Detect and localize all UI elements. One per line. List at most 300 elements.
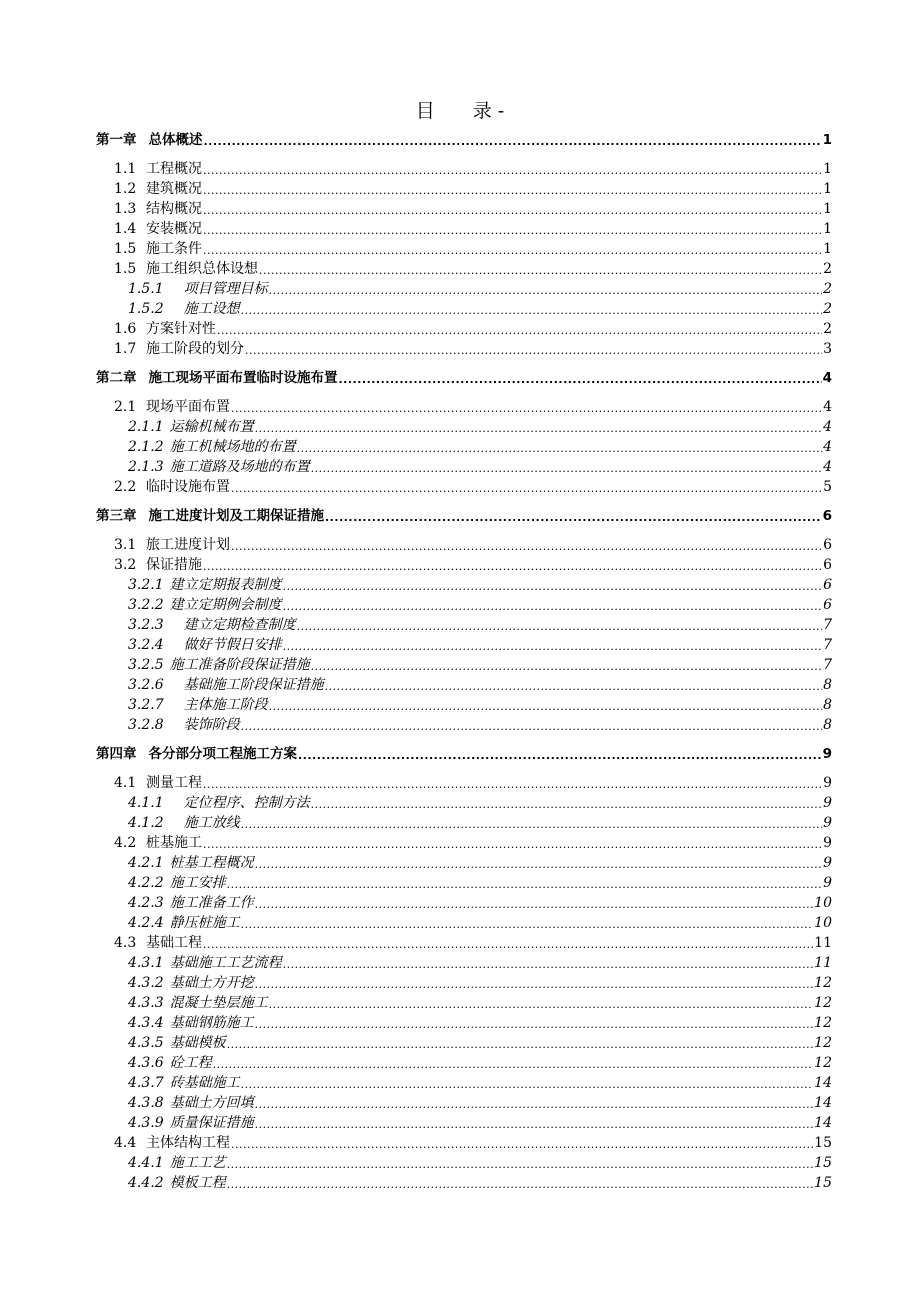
toc-entry[interactable]	[96, 953, 832, 973]
toc-entry-number: 1.7	[114, 341, 137, 357]
toc-entry[interactable]	[96, 179, 832, 199]
toc-page-number: 1	[822, 132, 832, 148]
toc-entry[interactable]	[96, 1093, 832, 1113]
toc-entry-label	[114, 339, 244, 359]
dot-leader	[203, 833, 822, 853]
toc-page-number: 5	[823, 479, 832, 495]
toc-entry-label	[128, 853, 254, 873]
dot-leader	[297, 615, 822, 635]
toc-entry-text: 定位程序、控制方法	[169, 795, 310, 811]
toc-page-number: 10	[814, 895, 832, 911]
toc-chapter-entry[interactable]	[96, 744, 832, 764]
dot-leader	[241, 913, 814, 933]
toc-page-number: 8	[823, 717, 832, 733]
toc-entry-label	[128, 595, 282, 615]
toc-page-number: 9	[823, 775, 832, 791]
toc-entry[interactable]	[96, 299, 832, 319]
toc-entry-text: 现场平面布置	[146, 399, 230, 415]
toc-entry-label	[114, 535, 230, 555]
toc-entry-text: 装饰阶段	[169, 717, 240, 733]
toc-entry-number: 3.2.6	[128, 677, 164, 693]
toc-entry[interactable]	[96, 339, 832, 359]
dot-leader	[203, 199, 822, 219]
toc-entry-number: 第四章	[96, 746, 137, 762]
toc-chapter-entry[interactable]	[96, 368, 832, 388]
toc-page-number: 7	[823, 617, 832, 633]
dot-leader	[203, 773, 822, 793]
toc-page-number: 9	[823, 815, 832, 831]
dot-leader	[241, 813, 822, 833]
toc-entry-text: 模板工程	[169, 1175, 226, 1191]
dot-leader	[245, 339, 822, 359]
toc-entry-number: 1.6	[114, 321, 137, 337]
toc-entry-label	[128, 873, 226, 893]
toc-entry-text: 施工现场平面布置临时设施布置	[148, 370, 338, 386]
toc-entry-number: 4.3.2	[128, 975, 164, 991]
toc-entry[interactable]	[96, 715, 832, 735]
toc-entry-number: 4.1.2	[128, 815, 164, 831]
toc-entry[interactable]	[96, 1073, 832, 1093]
toc-entry-text: 砼工程	[169, 1055, 212, 1071]
toc-entry[interactable]	[96, 595, 832, 615]
toc-page-number: 4	[823, 419, 832, 435]
toc-entry-text: 测量工程	[146, 775, 202, 791]
toc-entry-label	[114, 555, 202, 575]
toc-entry[interactable]	[96, 993, 832, 1013]
dot-leader	[283, 575, 822, 595]
dot-leader	[203, 239, 822, 259]
toc-entry-label	[114, 933, 202, 953]
toc-entry[interactable]	[96, 259, 832, 279]
toc-entry-text: 基础施工阶段保证措施	[169, 677, 324, 693]
toc-entry[interactable]	[96, 695, 832, 715]
toc-page-number: 8	[823, 697, 832, 713]
toc-entry-number: 第三章	[96, 508, 137, 524]
toc-entry[interactable]	[96, 793, 832, 813]
toc-page-number: 8	[823, 677, 832, 693]
toc-entry-text: 基础工程	[146, 935, 202, 951]
toc-entry[interactable]	[96, 239, 832, 259]
dot-leader	[204, 130, 822, 150]
toc-entry[interactable]	[96, 773, 832, 793]
toc-page-number: 9	[823, 855, 832, 871]
toc-entry-number: 4.3.3	[128, 995, 164, 1011]
toc-entry-number: 4.3.8	[128, 1095, 164, 1111]
dot-leader	[311, 655, 822, 675]
toc-entry[interactable]	[96, 477, 832, 497]
toc-entry-text: 建立定期例会制度	[169, 597, 282, 613]
toc-page-number: 1	[823, 161, 832, 177]
toc-entry-label	[128, 417, 254, 437]
toc-page-number: 1	[823, 181, 832, 197]
toc-entry[interactable]	[96, 813, 832, 833]
toc-page-number: 7	[823, 657, 832, 673]
toc-page-number: 1	[823, 221, 832, 237]
toc-page-number: 1	[823, 201, 832, 217]
toc-entry[interactable]	[96, 1133, 832, 1153]
toc-entry[interactable]	[96, 615, 832, 635]
dot-leader	[255, 893, 814, 913]
toc-entry-text: 施工道路及场地的布置	[169, 459, 310, 475]
toc-entry-text: 基础施工工艺流程	[169, 955, 282, 971]
dot-leader	[203, 159, 822, 179]
dot-leader	[231, 535, 822, 555]
toc-entry-text: 各分部分项工程施工方案	[148, 746, 297, 762]
toc-entry-label	[128, 437, 296, 457]
toc-entry-number: 1.5	[114, 261, 137, 277]
toc-entry-text: 做好节假日安排	[169, 637, 282, 653]
toc-entry-number: 第一章	[96, 132, 137, 148]
toc-entry[interactable]	[96, 437, 832, 457]
dot-leader	[231, 1133, 813, 1153]
toc-page-number: 6	[823, 577, 832, 593]
dot-leader	[203, 179, 822, 199]
dot-leader	[297, 437, 822, 457]
toc-entry-number: 4.4.2	[128, 1175, 164, 1191]
toc-entry-text: 静压桩施工	[169, 915, 240, 931]
toc-entry-text: 施工准备阶段保证措施	[169, 657, 310, 673]
dot-leader	[255, 973, 814, 993]
toc-entry-number: 3.2.7	[128, 697, 164, 713]
toc-page-number: 2	[823, 281, 832, 297]
dot-leader	[325, 506, 822, 526]
toc-entry-text: 总体概述	[148, 132, 203, 148]
toc-entry-label	[128, 1033, 226, 1053]
toc-entry[interactable]	[96, 1153, 832, 1173]
toc-entry-text: 施工工艺	[169, 1155, 226, 1171]
toc-page-number: 12	[814, 1035, 832, 1051]
toc-page-number: 6	[823, 557, 832, 573]
toc-entry[interactable]	[96, 457, 832, 477]
dot-leader	[311, 457, 822, 477]
dot-leader	[203, 555, 822, 575]
dot-leader	[213, 1053, 814, 1073]
toc-entry[interactable]	[96, 159, 832, 179]
toc-page-number: 12	[814, 995, 832, 1011]
toc-entry-label	[114, 833, 202, 853]
toc-entry-label	[114, 159, 202, 179]
toc-entry-text: 混凝土垫层施工	[169, 995, 268, 1011]
dot-leader	[241, 715, 822, 735]
toc-page-number: 15	[814, 1155, 832, 1171]
toc-entry-text: 建立定期报表制度	[169, 577, 282, 593]
toc-entry-text: 项目管理目标	[169, 281, 268, 297]
toc-entry-label	[128, 635, 282, 655]
toc-entry-text: 建立定期检查制度	[169, 617, 296, 633]
dot-leader	[259, 259, 822, 279]
toc-entry-number: 4.2.4	[128, 915, 164, 931]
toc-entry-label	[128, 695, 268, 715]
toc-entry[interactable]	[96, 893, 832, 913]
toc-page-number: 2	[823, 321, 832, 337]
toc-entry-number: 4.4	[114, 1135, 137, 1151]
toc-entry-label	[128, 813, 240, 833]
toc-page-number: 2	[823, 301, 832, 317]
toc-entry-text: 主体施工阶段	[169, 697, 268, 713]
toc-entry[interactable]	[96, 397, 832, 417]
toc-entry-number: 1.4	[114, 221, 137, 237]
spacer	[96, 359, 832, 368]
toc-entry-text: 施工安排	[169, 875, 226, 891]
toc-entry-label	[114, 1133, 230, 1153]
toc-entry-text: 施工放线	[169, 815, 240, 831]
toc-entry-text: 施工条件	[146, 241, 202, 257]
toc-entry-text: 施工准备工作	[169, 895, 254, 911]
table-of-contents	[96, 130, 832, 1193]
toc-entry-label	[114, 179, 202, 199]
dot-leader	[269, 695, 822, 715]
toc-entry[interactable]	[96, 933, 832, 953]
dot-leader	[203, 219, 822, 239]
dot-leader	[255, 1113, 814, 1133]
toc-page-number: 2	[823, 261, 832, 277]
toc-entry[interactable]	[96, 417, 832, 437]
spacer	[96, 497, 832, 506]
dot-leader	[231, 397, 822, 417]
toc-entry-label	[114, 219, 202, 239]
toc-page-number: 9	[822, 746, 832, 762]
toc-entry-number: 第二章	[96, 370, 137, 386]
toc-entry-number: 3.2.5	[128, 657, 164, 673]
toc-entry-text: 施工进度计划及工期保证措施	[148, 508, 324, 524]
toc-entry-text: 运输机械布置	[169, 419, 254, 435]
toc-page-number: 9	[823, 795, 832, 811]
toc-chapter-entry[interactable]	[96, 130, 832, 150]
toc-entry-text: 施工阶段的划分	[146, 341, 244, 357]
toc-page-number: 10	[814, 915, 832, 931]
toc-page-number: 4	[823, 399, 832, 415]
dot-leader	[241, 1073, 814, 1093]
toc-page-number: 15	[814, 1175, 832, 1191]
toc-entry-label	[128, 299, 240, 319]
toc-entry-label	[128, 973, 254, 993]
toc-entry-number: 4.3.1	[128, 955, 164, 971]
toc-entry-number: 1.1	[114, 161, 137, 177]
toc-entry-label	[128, 457, 310, 477]
toc-entry-label	[128, 793, 310, 813]
toc-page-number: 1	[823, 241, 832, 257]
toc-entry-label	[128, 913, 240, 933]
spacer	[96, 735, 832, 744]
toc-entry-number: 2.1	[114, 399, 137, 415]
toc-entry[interactable]	[96, 1033, 832, 1053]
toc-entry-text: 建筑概况	[146, 181, 202, 197]
dot-leader	[325, 675, 822, 695]
toc-entry[interactable]	[96, 575, 832, 595]
toc-entry[interactable]	[96, 535, 832, 555]
toc-entry-number: 4.2.3	[128, 895, 164, 911]
toc-page-number: 12	[814, 975, 832, 991]
toc-page-number: 7	[823, 637, 832, 653]
toc-entry-label	[128, 1093, 254, 1113]
toc-entry-number: 4.3.6	[128, 1055, 164, 1071]
toc-entry-number: 4.3.4	[128, 1015, 164, 1031]
toc-entry[interactable]	[96, 1013, 832, 1033]
toc-entry-number: 2.1.3	[128, 459, 164, 475]
toc-entry-label	[128, 675, 324, 695]
toc-entry[interactable]	[96, 279, 832, 299]
toc-entry-label	[96, 368, 338, 388]
toc-entry[interactable]	[96, 675, 832, 695]
toc-entry-number: 4.3	[114, 935, 137, 951]
toc-entry[interactable]	[96, 853, 832, 873]
dot-leader	[227, 1173, 814, 1193]
toc-entry-number: 1.2	[114, 181, 137, 197]
toc-entry-label	[96, 130, 203, 150]
dot-leader	[269, 993, 814, 1013]
toc-entry[interactable]	[96, 1053, 832, 1073]
toc-page-number: 4	[823, 439, 832, 455]
toc-entry-label	[128, 655, 310, 675]
toc-entry[interactable]	[96, 913, 832, 933]
toc-entry-text: 基础土方回填	[169, 1095, 254, 1111]
toc-entry-label	[114, 477, 230, 497]
toc-entry-label	[114, 199, 202, 219]
toc-chapter-entry[interactable]	[96, 506, 832, 526]
toc-entry[interactable]	[96, 219, 832, 239]
toc-page-number: 6	[823, 537, 832, 553]
toc-entry[interactable]	[96, 1173, 832, 1193]
dot-leader	[298, 744, 822, 764]
toc-entry-number: 4.1.1	[128, 795, 164, 811]
toc-entry-text: 桩基施工	[146, 835, 202, 851]
toc-page-number: 11	[814, 955, 832, 971]
toc-entry-number: 3.2.2	[128, 597, 164, 613]
toc-entry-number: 4.1	[114, 775, 137, 791]
toc-page-number: 9	[823, 875, 832, 891]
toc-entry-number: 3.2.8	[128, 717, 164, 733]
dot-leader	[227, 1033, 814, 1053]
toc-entry-number: 4.3.7	[128, 1075, 164, 1091]
toc-entry-label	[128, 615, 296, 635]
toc-entry-text: 施工设想	[169, 301, 240, 317]
toc-page-number: 6	[822, 508, 832, 524]
toc-entry-label	[128, 993, 268, 1013]
toc-entry-label	[128, 575, 282, 595]
toc-entry-number: 1.5	[114, 241, 137, 257]
toc-entry-label	[128, 893, 254, 913]
toc-entry-number: 3.2	[114, 557, 137, 573]
toc-title: 目 录 -	[415, 100, 505, 122]
toc-entry[interactable]	[96, 973, 832, 993]
toc-entry-text: 施工机械场地的布置	[169, 439, 296, 455]
toc-entry-number: 3.2.1	[128, 577, 164, 593]
toc-page-number: 3	[823, 341, 832, 357]
toc-entry[interactable]	[96, 655, 832, 675]
toc-page-number: 15	[814, 1135, 832, 1151]
toc-page-number: 12	[814, 1015, 832, 1031]
toc-entry[interactable]	[96, 635, 832, 655]
toc-entry-text: 结构概况	[146, 201, 202, 217]
toc-page-number: 14	[814, 1115, 832, 1131]
toc-page-number: 4	[823, 459, 832, 475]
toc-entry-number: 2.1.2	[128, 439, 164, 455]
toc-entry-label	[128, 279, 268, 299]
toc-entry[interactable]	[96, 873, 832, 893]
toc-page-number: 14	[814, 1075, 832, 1091]
toc-entry-label	[128, 1013, 254, 1033]
toc-entry-label	[96, 506, 324, 526]
dot-leader	[255, 853, 822, 873]
dot-leader	[283, 595, 822, 615]
toc-entry-text: 桩基工程概况	[169, 855, 254, 871]
toc-entry-label	[114, 319, 216, 339]
toc-entry-label	[114, 397, 230, 417]
dot-leader	[283, 953, 814, 973]
dot-leader	[203, 933, 813, 953]
toc-entry-label	[128, 953, 282, 973]
toc-entry-number: 4.2.2	[128, 875, 164, 891]
toc-page-number: 4	[822, 370, 832, 386]
toc-entry-text: 基础土方开挖	[169, 975, 254, 991]
toc-entry-label	[114, 239, 202, 259]
dot-leader	[255, 417, 822, 437]
toc-entry-number: 3.1	[114, 537, 137, 553]
toc-entry-number: 1.3	[114, 201, 137, 217]
dot-leader	[227, 1153, 814, 1173]
toc-entry-number: 1.5.2	[128, 301, 164, 317]
toc-entry-text: 方案针对性	[146, 321, 216, 337]
toc-entry-number: 1.5.1	[128, 281, 164, 297]
toc-entry-label	[96, 744, 297, 764]
toc-entry-text: 砖基础施工	[169, 1075, 240, 1091]
toc-page-number: 12	[814, 1055, 832, 1071]
toc-entry-number: 4.3.9	[128, 1115, 164, 1131]
toc-page-number: 6	[823, 597, 832, 613]
dot-leader	[283, 635, 822, 655]
toc-entry-number: 4.2	[114, 835, 137, 851]
toc-page-number: 14	[814, 1095, 832, 1111]
toc-entry-number: 4.3.5	[128, 1035, 164, 1051]
toc-entry[interactable]	[96, 199, 832, 219]
dot-leader	[217, 319, 822, 339]
toc-entry-text: 安装概况	[146, 221, 202, 237]
toc-entry-text: 质量保证措施	[169, 1115, 254, 1131]
toc-entry-text: 保证措施	[146, 557, 202, 573]
dot-leader	[241, 299, 822, 319]
toc-entry-text: 施工组织总体设想	[146, 261, 258, 277]
toc-entry-number: 4.4.1	[128, 1155, 164, 1171]
dot-leader	[255, 1093, 814, 1113]
toc-entry-number: 3.2.4	[128, 637, 164, 653]
dot-leader	[255, 1013, 814, 1033]
dot-leader	[311, 793, 822, 813]
toc-entry-label	[128, 1173, 226, 1193]
toc-entry-text: 基础钢筋施工	[169, 1015, 254, 1031]
toc-entry-number: 2.1.1	[128, 419, 164, 435]
toc-entry-text: 基础模板	[169, 1035, 226, 1051]
toc-entry[interactable]	[96, 1113, 832, 1133]
dot-leader	[339, 368, 822, 388]
dot-leader	[231, 477, 822, 497]
toc-entry-label	[128, 1113, 254, 1133]
toc-entry[interactable]	[96, 833, 832, 853]
toc-entry-label	[128, 1053, 212, 1073]
toc-entry-number: 3.2.3	[128, 617, 164, 633]
toc-entry-number: 4.2.1	[128, 855, 164, 871]
toc-entry-text: 旅工进度计划	[146, 537, 230, 553]
toc-page-number: 9	[823, 835, 832, 851]
toc-entry-text: 临时设施布置	[146, 479, 230, 495]
toc-entry-label	[128, 715, 240, 735]
dot-leader	[269, 279, 822, 299]
dot-leader	[227, 873, 822, 893]
toc-entry-number: 2.2	[114, 479, 137, 495]
toc-entry-text: 主体结构工程	[146, 1135, 230, 1151]
toc-entry-label	[114, 259, 258, 279]
toc-entry[interactable]	[96, 555, 832, 575]
toc-entry[interactable]	[96, 319, 832, 339]
